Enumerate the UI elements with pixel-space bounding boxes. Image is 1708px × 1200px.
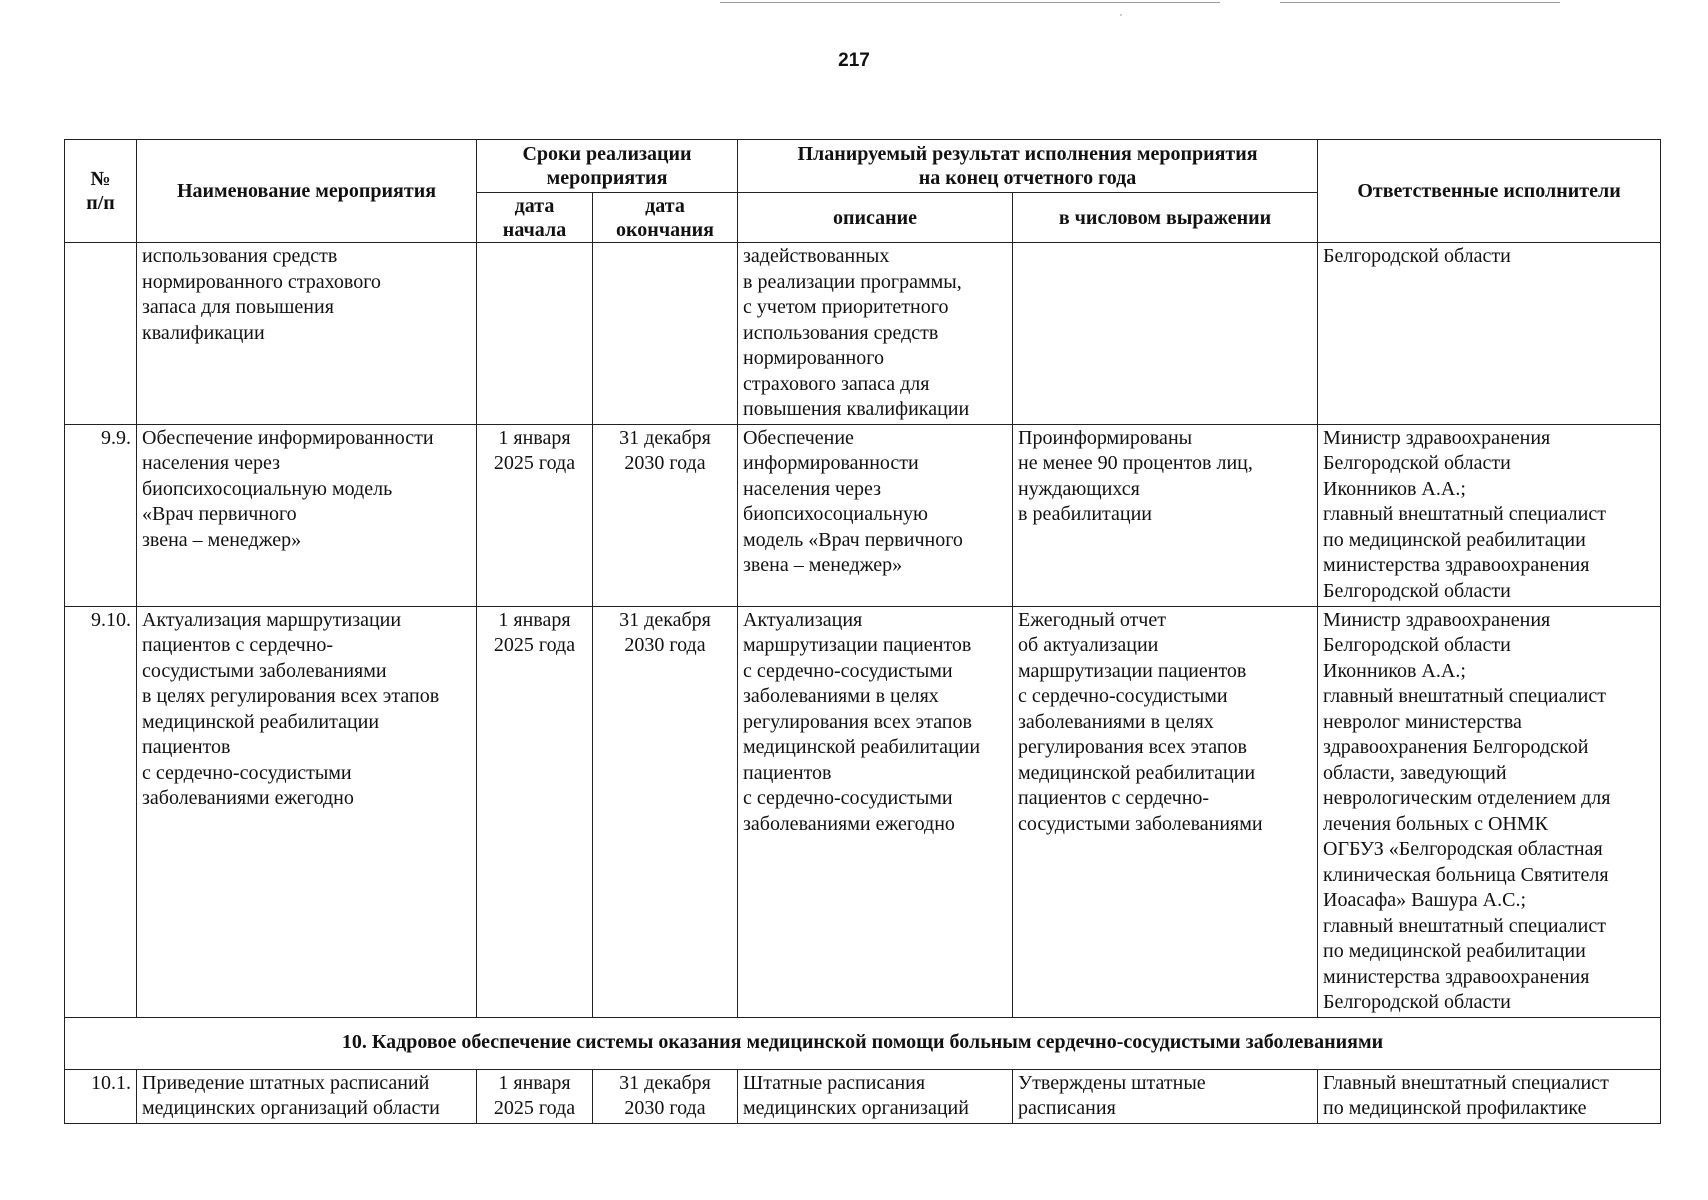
table-row — [65, 1069, 1661, 1123]
row-start: 1 января 2025 года — [477, 1069, 593, 1123]
scan-speck — [1120, 14, 1122, 16]
header-responsible: Ответственные исполнители — [1318, 140, 1661, 243]
row-end: 31 декабря 2030 года — [593, 424, 738, 606]
section-title: 10. Кадровое обеспечение системы оказания медицинской помощи больным сердечно-сосудистыми заболеваниями — [65, 1017, 1661, 1069]
row-num: 9.10. — [65, 606, 137, 1017]
header-start: дата начала — [477, 193, 593, 243]
header-name: Наименование мероприятия — [137, 140, 477, 243]
header-numeric: в числовом выражении — [1013, 193, 1318, 243]
table-row — [65, 243, 1661, 425]
row-numeric — [1013, 243, 1318, 425]
page-number: 217 — [838, 50, 870, 71]
row-num — [65, 243, 137, 425]
row-responsible: Белгородской области — [1318, 243, 1661, 425]
measures-table — [64, 139, 1661, 1124]
row-start — [477, 243, 593, 425]
row-responsible: Министр здравоохранения Белгородской области Иконников А.А.; главный внештатный специалист невролог министерства здравоохранения Белгородской области, заведующий неврологическим отделением для лечения больных с ОНМК ОГБУЗ «Белгородская областная клиническая больница Святителя Иоасафа» Вашура А.С.; главный внештатный специалист по медицинской реабилитации министерства здравоохранения Белгородской области — [1318, 606, 1661, 1017]
row-end — [593, 243, 738, 425]
row-name: Обеспечение информированности населения через биопсихосоциальную модель «Врач первичного звена – менеджер» — [137, 424, 477, 606]
row-desc: Обеспечение информированности населения через биопсихосоциальную модель «Врач первичного звена – менеджер» — [738, 424, 1013, 606]
row-num: 9.9. — [65, 424, 137, 606]
row-end: 31 декабря 2030 года — [593, 606, 738, 1017]
row-responsible: Министр здравоохранения Белгородской области Иконников А.А.; главный внештатный специалист по медицинской реабилитации министерства здравоохранения Белгородской области — [1318, 424, 1661, 606]
row-numeric: Проинформированы не менее 90 процентов лиц, нуждающихся в реабилитации — [1013, 424, 1318, 606]
row-desc: задействованных в реализации программы, с учетом приоритетного использования средств нормированного страхового запаса для повышения квалификации — [738, 243, 1013, 425]
header-num: № п/п — [65, 140, 137, 243]
row-end: 31 декабря 2030 года — [593, 1069, 738, 1123]
table-row — [65, 424, 1661, 606]
table-row — [65, 606, 1661, 1017]
row-num: 10.1. — [65, 1069, 137, 1123]
row-name: использования средств нормированного страхового запаса для повышения квалификации — [137, 243, 477, 425]
row-desc: Актуализация маршрутизации пациентов с сердечно-сосудистыми заболеваниями в целях регулирования всех этапов медицинской реабилитации пациентов с сердечно-сосудистыми заболеваниями ежегодно — [738, 606, 1013, 1017]
scan-artifact-line — [1280, 2, 1560, 3]
section-row — [65, 1017, 1661, 1069]
row-numeric: Утверждены штатные расписания — [1013, 1069, 1318, 1123]
row-name: Актуализация маршрутизации пациентов с сердечно- сосудистыми заболеваниями в целях регулирования всех этапов медицинской реабилитации пациентов с сердечно-сосудистыми заболеваниями ежегодно — [137, 606, 477, 1017]
scan-artifact-line — [720, 2, 1220, 3]
row-responsible: Главный внештатный специалист по медицинской профилактике — [1318, 1069, 1661, 1123]
row-name: Приведение штатных расписаний медицинских организаций области — [137, 1069, 477, 1123]
header-desc: описание — [738, 193, 1013, 243]
row-start: 1 января 2025 года — [477, 424, 593, 606]
header-terms: Сроки реализации мероприятия — [477, 140, 738, 193]
header-end: дата окончания — [593, 193, 738, 243]
row-desc: Штатные расписания медицинских организаций — [738, 1069, 1013, 1123]
header-result: Планируемый результат исполнения мероприятия на конец отчетного года — [738, 140, 1318, 193]
row-start: 1 января 2025 года — [477, 606, 593, 1017]
row-numeric: Ежегодный отчет об актуализации маршрутизации пациентов с сердечно-сосудистыми заболеваниями в целях регулирования всех этапов медицинской реабилитации пациентов с сердечно- сосудистыми заболеваниями — [1013, 606, 1318, 1017]
